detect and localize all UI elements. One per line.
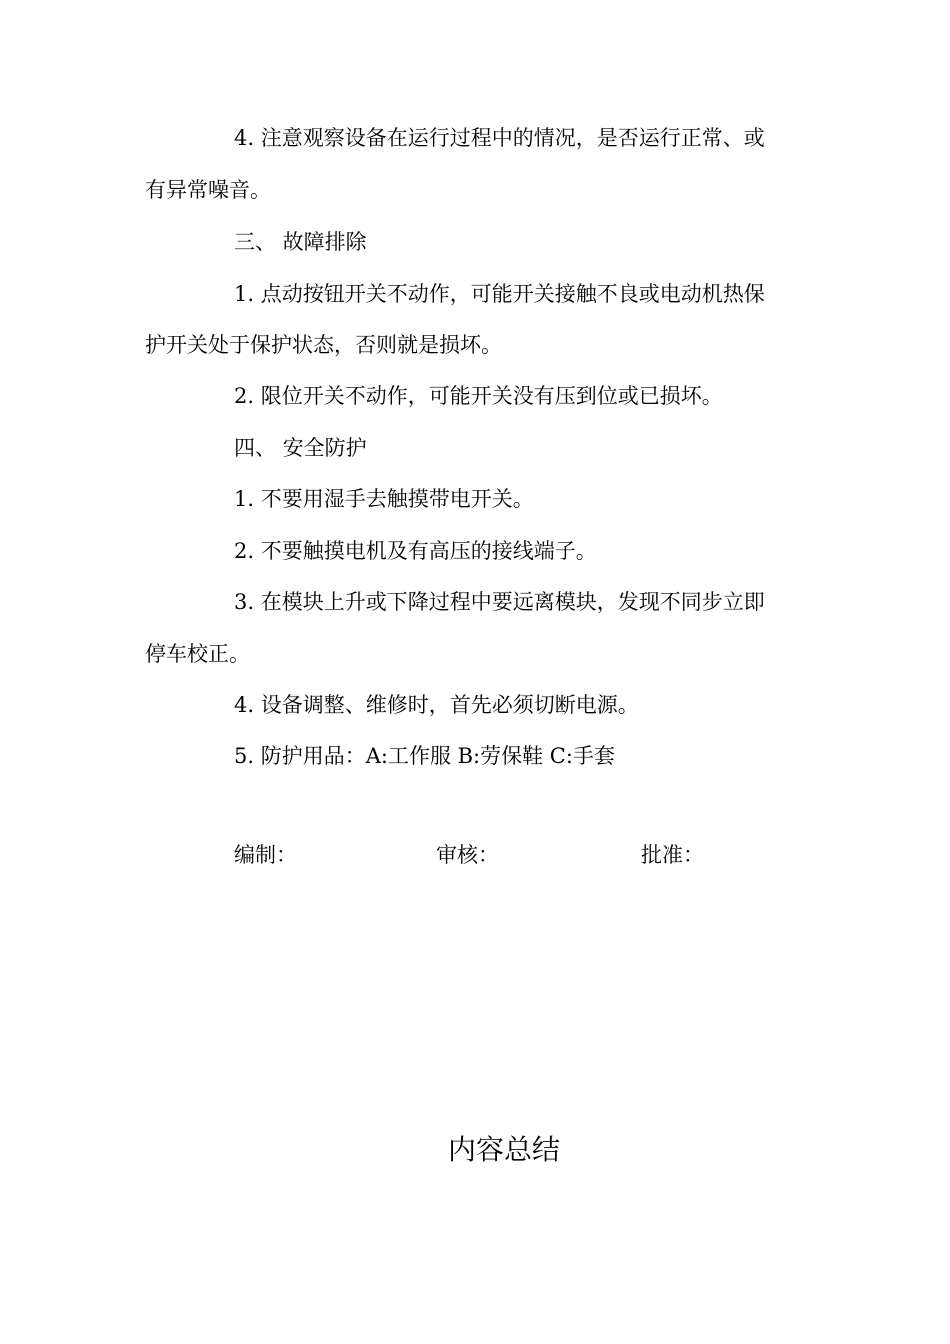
paragraph-line: 2. 限位开关不动作，可能开关没有压到位或已损坏。 [234,384,723,408]
paragraph-line: 1. 不要用湿手去触摸带电开关。 [234,487,534,511]
section-heading: 三、 故障排除 [234,230,367,254]
paragraph-line: 3. 在模块上升或下降过程中要远离模块，发现不同步立即 [234,590,765,614]
paragraph-line: 2. 不要触摸电机及有高压的接线端子。 [234,539,597,563]
paragraph-line: 有异常噪音。 [145,178,271,202]
signature-reviewed-label: 审核： [436,843,499,867]
signature-approved-label: 批准： [641,843,704,867]
paragraph-line: 4. 设备调整、维修时，首先必须切断电源。 [234,693,639,717]
paragraph-line: 停车校正。 [145,642,250,666]
paragraph-line: 5. 防护用品：A:工作服 B:劳保鞋 C:手套 [234,744,615,768]
section-heading: 四、 安全防护 [234,436,367,460]
paragraph-line: 护开关处于保护状态，否则就是损坏。 [145,333,502,357]
paragraph-line: 4. 注意观察设备在运行过程中的情况，是否运行正常、或 [234,126,765,150]
signature-compiled-label: 编制： [234,843,297,867]
paragraph-line: 1. 点动按钮开关不动作，可能开关接触不良或电动机热保 [234,282,765,306]
summary-title: 内容总结 [447,1133,560,1166]
